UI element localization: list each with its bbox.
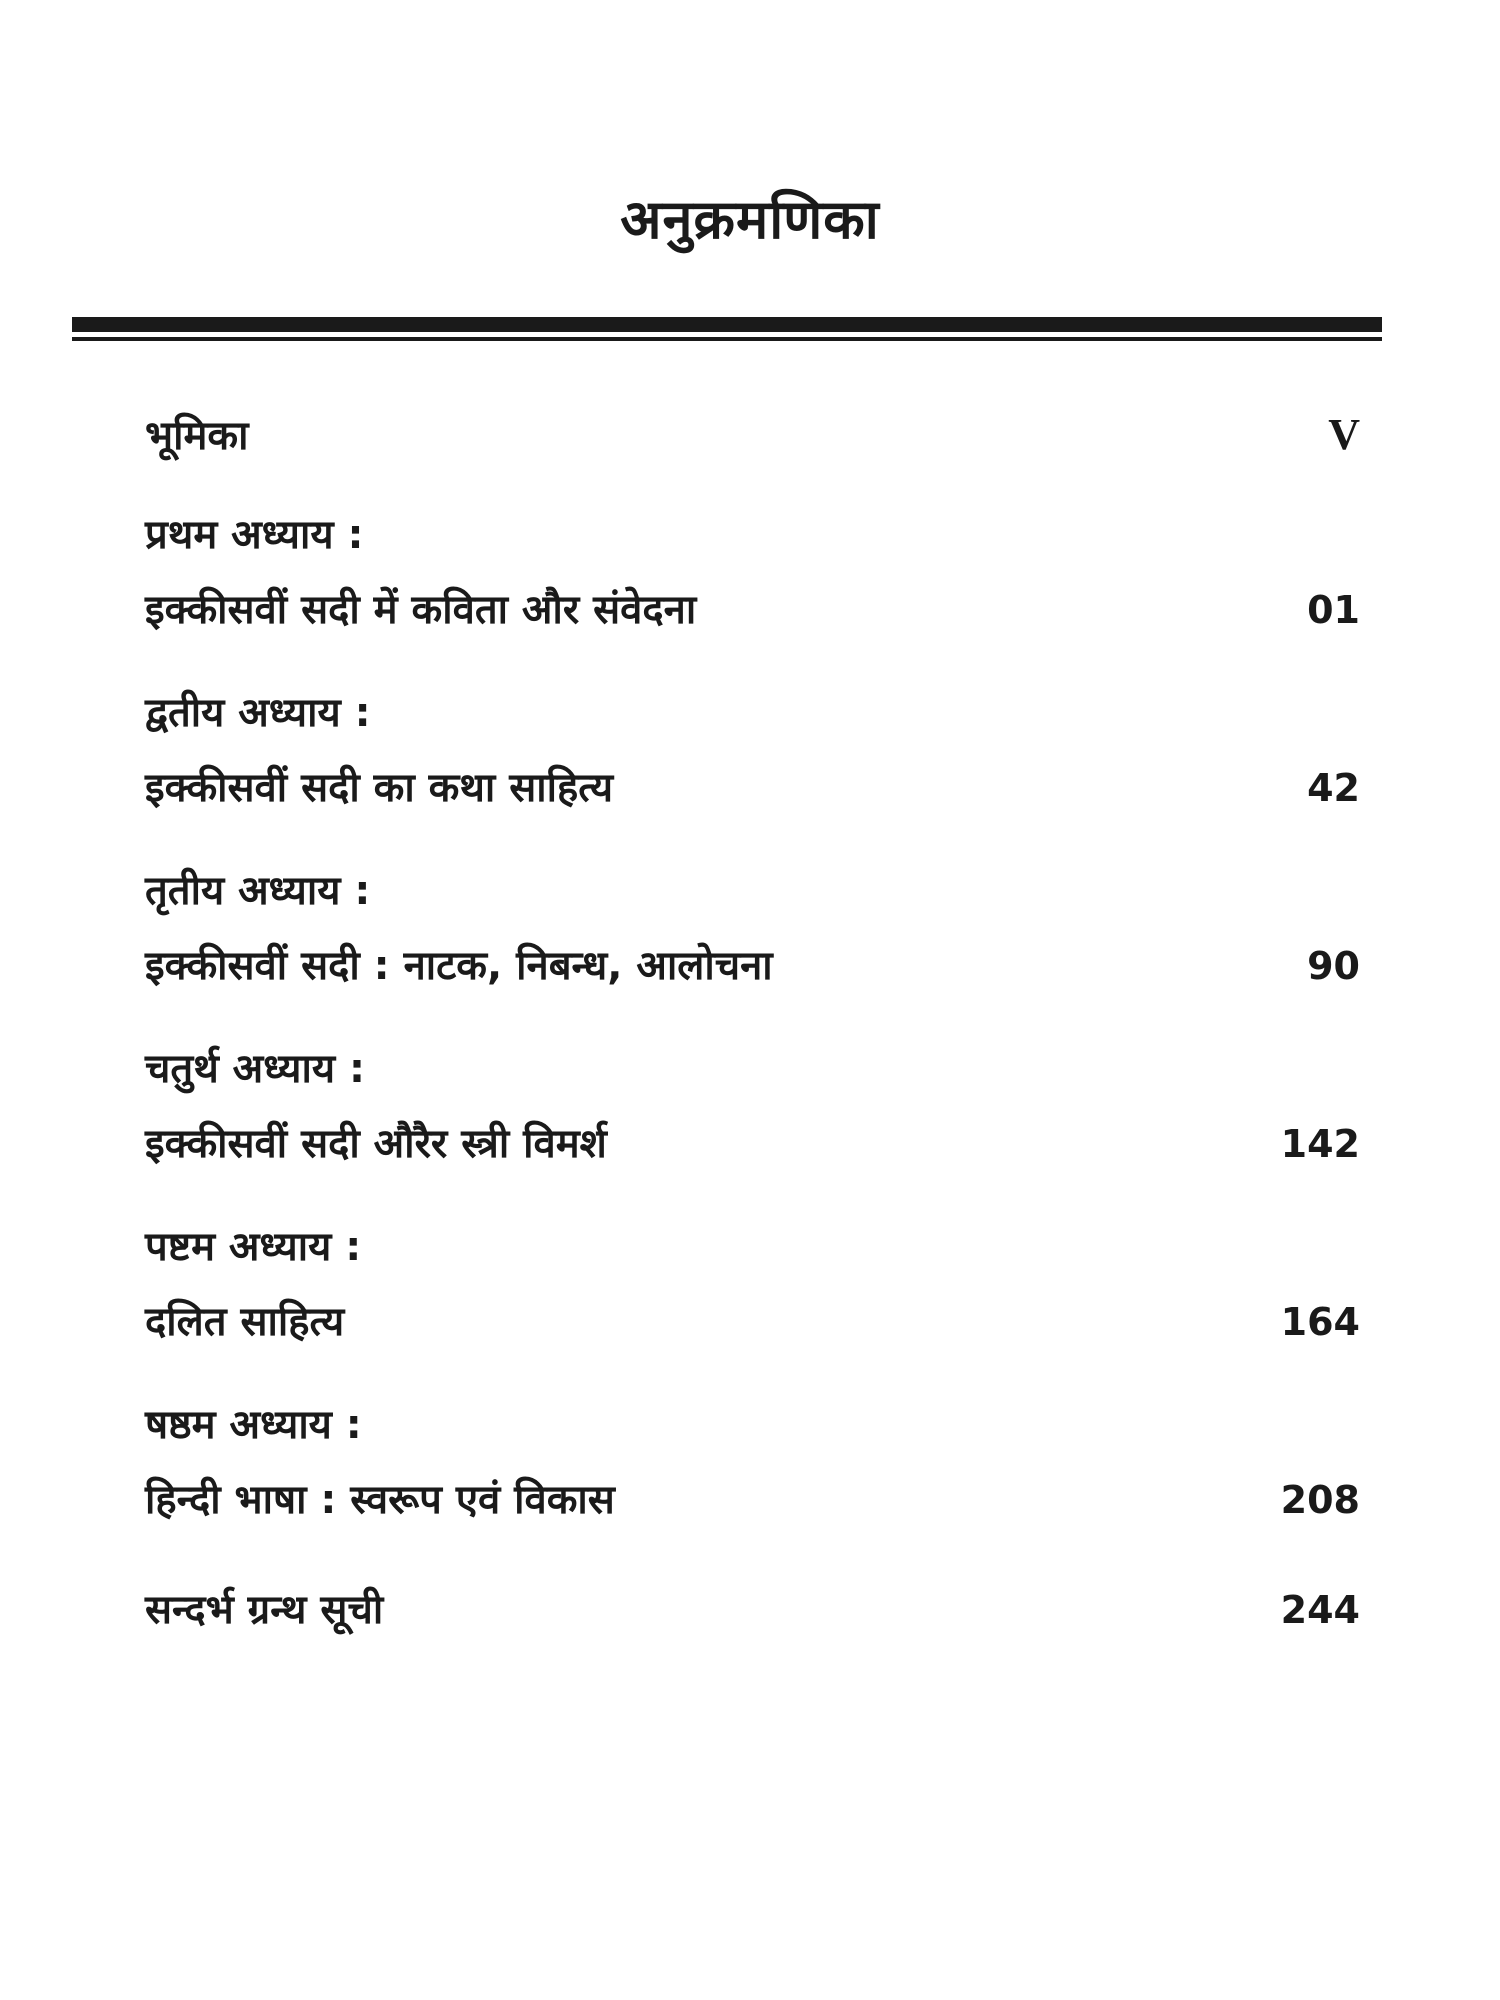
toc-entry-chapter-label: षष्ठम अध्याय : [145,1402,362,1448]
toc-entry-chapter-5 [145,1217,1360,1352]
toc-entry-preface [145,405,1360,465]
toc-entry-chapter-label: प्रथम अध्याय : [145,512,364,558]
toc-entry-chapter-label: तृतीय अध्याय : [145,868,371,914]
toc-entry-chapter-label: द्वतीय अध्याय : [145,690,371,736]
toc-entry-title: इक्कीसवीं सदी का कथा साहित्य [145,765,614,811]
toc-entry-bibliography [145,1580,1360,1640]
toc-entry-chapter-1 [145,505,1360,640]
toc-entry-page-number: 90 [1307,944,1360,988]
toc-entry-page-number: 01 [1307,588,1360,632]
toc-entry-title: इक्कीसवीं सदी में कविता और संवेदना [145,587,697,633]
page-title: अनुक्रमणिका [620,188,880,251]
toc-entry-page-number: 164 [1280,1300,1360,1344]
toc-entry-chapter-label: पष्टम अध्याय : [145,1224,362,1270]
toc-entry-title: इक्कीसवीं सदी औरैर स्त्री विमर्श [145,1121,607,1167]
toc-entry-page-number: 244 [1280,1588,1360,1632]
toc-entry-title: सन्दर्भ ग्रन्थ सूची [145,1587,384,1633]
toc-entry-chapter-label: चतुर्थ अध्याय : [145,1046,365,1092]
toc-entry-title: भूमिका [145,413,249,459]
toc-entry-chapter-2 [145,683,1360,818]
toc-entry-page-number: 42 [1307,766,1360,810]
title-rule-thin [72,337,1382,341]
toc-entry-page-number: 208 [1280,1478,1360,1522]
title-rule-thick [72,317,1382,332]
toc-entry-page-number: V [1328,410,1360,459]
toc-entry-title: हिन्दी भाषा : स्वरूप एवं विकास [145,1477,615,1523]
toc-entry-chapter-3 [145,861,1360,996]
toc-entry-page-number: 142 [1280,1122,1360,1166]
toc-entry-title: इक्कीसवीं सदी : नाटक, निबन्ध, आलोचना [145,943,773,989]
toc-entry-chapter-4 [145,1039,1360,1174]
toc-entry-chapter-6 [145,1395,1360,1530]
toc-entry-title: दलित साहित्य [145,1299,345,1345]
